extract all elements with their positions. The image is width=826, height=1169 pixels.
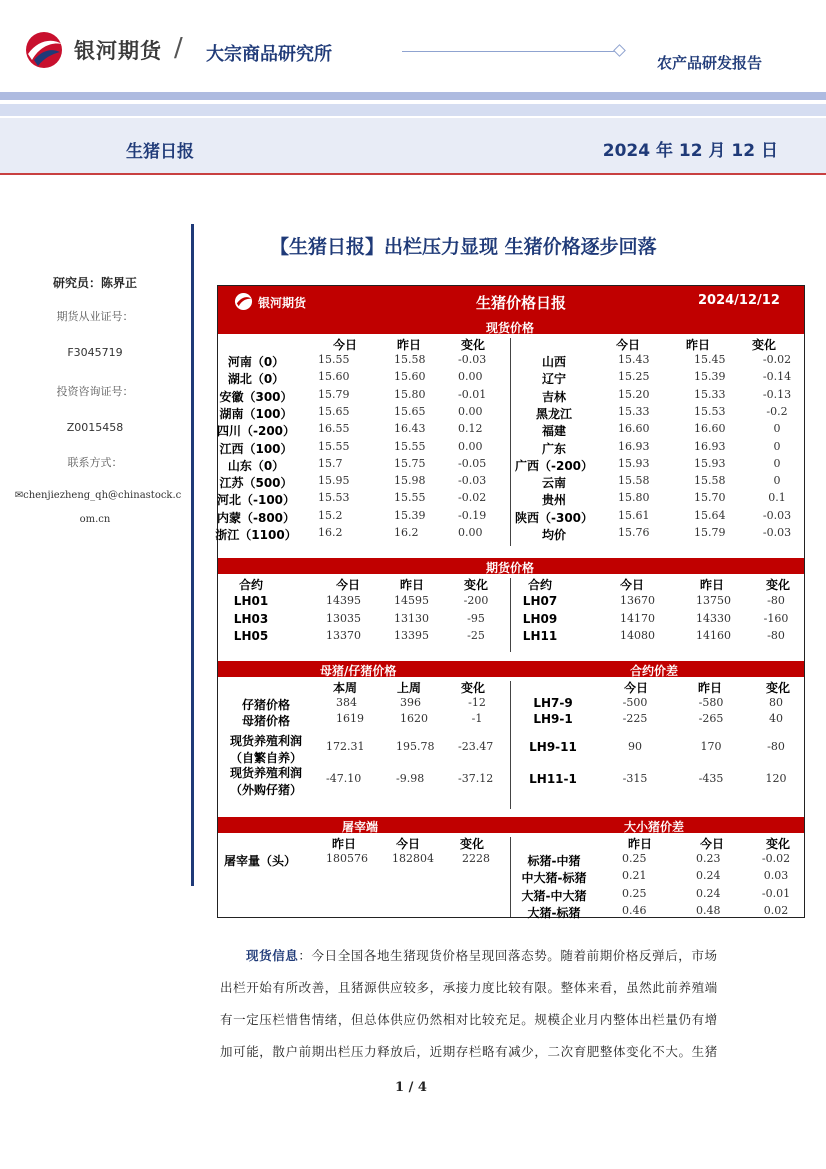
galaxy-logo-icon: [234, 292, 253, 311]
spot-change: -0.03: [458, 353, 487, 366]
institute-name: 大宗商品研究所: [206, 44, 332, 65]
spot-today: 15.53: [318, 491, 350, 505]
spot-region-label: 山东（0）: [227, 458, 285, 473]
spot-region-label: 湖北（0）: [227, 372, 285, 387]
spot-change: -0.13: [762, 387, 792, 401]
spot-header: 昨日: [396, 338, 421, 352]
email-link-cont[interactable]: om.cn: [79, 514, 111, 525]
spread-yesterday: 170: [700, 740, 722, 753]
sow-label: 母猪价格: [241, 714, 290, 728]
sow-change: -23.47: [458, 740, 494, 753]
spot-region-label: 广东: [541, 441, 566, 456]
brand-name: 银河期货: [74, 39, 162, 63]
spread-change: 80: [769, 696, 783, 709]
spot-section-bar: [218, 318, 804, 334]
spot-region-label: 吉林: [541, 389, 566, 404]
analyst-name: 研究员：陈界正: [52, 276, 137, 290]
spot-region-label: 辽宁: [541, 372, 566, 387]
spread-contract: LH7-9: [533, 696, 573, 710]
paragraph-line: 出栏开始有所改善，且猪源供应较多，承接力度比较有限。整体来看，虽然此前养殖端: [220, 980, 718, 995]
sow-label-sub: （自繁自养）: [229, 751, 302, 765]
futures-header: 昨日: [399, 578, 424, 592]
spot-today: 15.58: [618, 474, 650, 488]
mail-icon: ✉: [14, 490, 24, 501]
spot-yesterday: 15.75: [394, 456, 426, 470]
slaughter-header: 变化: [459, 837, 484, 851]
size-spread-yesterday: 0.21: [622, 869, 647, 883]
spot-yesterday: 16.2: [394, 526, 419, 539]
sow-section-title: 母猪/仔猪价格: [320, 664, 397, 678]
spot-change: 0: [773, 456, 781, 470]
spot-today: 15.55: [318, 439, 350, 453]
spread-yesterday: -265: [698, 712, 724, 725]
spot-yesterday: 15.65: [394, 404, 426, 418]
futures-license: F3045719: [67, 346, 123, 359]
spot-today: 15.65: [318, 404, 350, 418]
spot-change: 0.00: [458, 439, 483, 453]
spread-header: 变化: [765, 681, 790, 695]
spread-yesterday: -580: [698, 696, 724, 709]
sow-this-week: 1619: [336, 712, 364, 725]
spot-change: -0.01: [458, 387, 487, 401]
spot-region-label: 浙江（1100）: [215, 528, 297, 542]
futures-contract: LH09: [522, 611, 558, 626]
spot-today: 15.25: [618, 370, 650, 384]
futures-contract: LH03: [233, 611, 269, 626]
spot-today: 15.2: [318, 508, 343, 522]
table-brand: 银河期货: [258, 296, 307, 310]
spot-change: 0.00: [458, 370, 483, 384]
spot-yesterday: 15.60: [394, 370, 426, 384]
spot-change: -0.03: [458, 474, 487, 488]
spot-today: 16.60: [618, 422, 650, 436]
size-spread-header: 变化: [765, 837, 790, 851]
slaughter-change: 2228: [462, 852, 490, 865]
sow-header: 上周: [396, 681, 421, 695]
spot-change: -0.05: [458, 456, 487, 470]
sow-change: -12: [468, 696, 486, 709]
spot-header: 变化: [460, 338, 485, 352]
futures-today: 14080: [620, 629, 655, 642]
spot-change: -0.02: [458, 491, 487, 505]
sow-spread-section-bar: [218, 661, 804, 677]
page-title: 【生猪日报】出栏压力显现 生猪价格逐步回落: [270, 236, 657, 258]
futures-header: 今日: [335, 578, 360, 592]
paragraph-line: 加可能，散户前期出栏压力释放后，近期存栏略有减少，二次育肥整体变化不大。生猪: [220, 1044, 718, 1059]
futures-today: 13035: [326, 611, 361, 625]
spot-yesterday: 15.58: [394, 353, 426, 366]
consult-license-label: 投资咨询证号：: [56, 385, 134, 398]
futures-change: -80: [767, 629, 785, 642]
slaughter-label: 屠宰量（头）: [224, 854, 297, 868]
spot-region-label: 福建: [541, 424, 566, 439]
spot-today: 15.93: [618, 456, 650, 470]
futures-header: 变化: [463, 578, 488, 592]
header-divider: [402, 51, 618, 52]
spot-region-label: 湖南（100）: [219, 406, 293, 421]
size-spread-label: 大猪-标猪: [527, 905, 581, 920]
size-spread-yesterday: 0.25: [622, 852, 647, 865]
spot-today: 15.60: [318, 370, 350, 384]
spot-region-label: 云南: [541, 476, 566, 491]
spot-today: 15.33: [618, 404, 650, 418]
report-header: [0, 0, 826, 90]
sow-label: 现货养殖利润: [229, 734, 302, 748]
spread-today: 90: [628, 740, 642, 753]
futures-yesterday: 14595: [394, 594, 429, 607]
futures-yesterday: 13750: [696, 594, 731, 607]
sow-change: -1: [471, 712, 483, 725]
slaughter-header: 今日: [395, 837, 420, 851]
spot-today: 15.55: [318, 353, 350, 366]
email-link[interactable]: ✉chenjiezheng_qh@chinastock.c: [14, 490, 182, 501]
spot-region-label: 广西（-200）: [515, 458, 594, 473]
paragraph-line: ：今日全国各地生猪现货价格呈现回落态势。随着前期价格反弹后，市场: [298, 948, 718, 963]
spread-today: -315: [622, 772, 648, 785]
spot-yesterday: 15.45: [694, 353, 726, 366]
spread-change: 120: [765, 772, 787, 785]
spot-header: 今日: [332, 338, 357, 352]
table-title: 生猪价格日报: [476, 294, 567, 312]
spot-region-label: 江苏（500）: [219, 476, 293, 491]
slaughter-section-title: 屠宰端: [342, 820, 379, 834]
spread-yesterday: -435: [698, 772, 724, 785]
spot-region-label: 内蒙（-800）: [216, 510, 296, 525]
spot-yesterday: 15.39: [394, 508, 426, 522]
sow-change: -37.12: [458, 772, 494, 785]
sow-last-week: 1620: [400, 712, 428, 725]
size-spread-change: -0.02: [761, 852, 791, 865]
spot-region-label: 贵州: [541, 493, 566, 508]
table-date: 2024/12/12: [698, 293, 780, 308]
size-spread-yesterday: 0.25: [622, 886, 647, 900]
spot-today: 15.61: [618, 508, 650, 522]
contact-label: 联系方式：: [67, 456, 123, 469]
spot-change: -0.02: [762, 353, 792, 366]
spot-yesterday: 15.80: [394, 387, 426, 401]
size-spread-change: 0.02: [763, 903, 789, 917]
size-spread-label: 标猪-中猪: [527, 854, 581, 868]
sow-label: 仔猪价格: [241, 698, 290, 712]
spot-change: 0.12: [458, 422, 483, 436]
spread-change: -80: [767, 740, 785, 753]
futures-header: 昨日: [699, 578, 724, 592]
futures-section-title: 期货价格: [486, 561, 535, 575]
spot-section-title: 现货价格: [486, 321, 535, 335]
page-number: 1 / 4: [395, 1080, 427, 1095]
futures-contract: LH07: [522, 594, 558, 608]
spread-header: 今日: [623, 681, 648, 695]
futures-change: -200: [463, 594, 489, 607]
spot-header: 变化: [751, 338, 776, 352]
spot-header: 今日: [615, 338, 640, 352]
futures-yesterday: 14160: [696, 629, 731, 642]
futures-contract: LH01: [233, 594, 269, 608]
size-spread-header: 昨日: [627, 837, 652, 851]
spot-yesterday: 15.33: [694, 387, 726, 401]
paragraph-line: 有一定压栏惜售情绪，但总体供应仍然相对比较充足。规模企业月内整体出栏量仍有增: [220, 1012, 718, 1027]
spread-today: -500: [622, 696, 648, 709]
sow-label: 现货养殖利润: [229, 766, 302, 780]
futures-today: 14395: [326, 594, 361, 607]
spot-yesterday: 16.93: [694, 439, 726, 453]
spot-today: 15.20: [618, 387, 650, 401]
size-spread-change: 0.03: [763, 869, 789, 883]
spot-today: 15.95: [318, 474, 350, 488]
futures-license-label: 期货从业证号：: [56, 310, 134, 323]
spot-yesterday: 15.64: [694, 508, 726, 522]
slaughter-yesterday: 180576: [326, 852, 368, 865]
spot-today: 15.76: [618, 526, 650, 539]
spot-yesterday: 15.93: [694, 456, 726, 470]
futures-contract: LH11: [522, 629, 558, 643]
spread-contract: LH9-11: [529, 740, 577, 754]
size-spread-today: 0.24: [696, 886, 721, 900]
futures-section-bar: [218, 558, 804, 574]
spot-change: -0.2: [766, 404, 788, 418]
slaughter-today: 182804: [392, 852, 434, 865]
pig-price-table: [217, 285, 805, 918]
spread-contract: LH9-1: [533, 712, 573, 726]
slaughter-header: 昨日: [331, 837, 356, 851]
sow-last-week: -9.98: [396, 772, 425, 785]
spot-yesterday: 15.79: [694, 526, 726, 539]
futures-change: -25: [467, 629, 485, 642]
brand-separator: /: [174, 33, 183, 63]
futures-header: 变化: [765, 578, 790, 592]
column-divider: [510, 578, 511, 652]
spot-region-label: 陕西（-300）: [515, 510, 594, 525]
spot-today: 15.7: [318, 456, 343, 470]
size-spread-header: 今日: [699, 837, 724, 851]
size-spread-change: -0.01: [761, 886, 791, 900]
sow-this-week: -47.10: [326, 772, 362, 785]
size-spread-label: 大猪-中大猪: [521, 888, 587, 903]
spread-section-title: 合约价差: [630, 664, 679, 678]
spot-region-label: 河南（0）: [227, 355, 285, 369]
futures-header: 合约: [238, 578, 263, 592]
futures-today: 13370: [326, 629, 361, 642]
spot-yesterday: 15.98: [394, 474, 426, 488]
spot-info-paragraph: [220, 940, 790, 1068]
slaughter-section-bar: [218, 817, 804, 833]
spot-change: 0.1: [768, 491, 786, 505]
sow-this-week: 384: [336, 696, 357, 709]
spot-change: 0: [773, 422, 781, 436]
spot-yesterday: 15.55: [394, 491, 426, 505]
futures-change: -80: [767, 594, 785, 607]
size-spread-yesterday: 0.46: [622, 903, 647, 917]
futures-header: 合约: [527, 578, 552, 592]
spot-change: -0.14: [762, 370, 792, 384]
spot-region-label: 四川（-200）: [216, 424, 296, 439]
spot-yesterday: 15.55: [394, 439, 426, 453]
daily-title: 生猪日报: [126, 142, 194, 162]
futures-today: 13670: [620, 594, 655, 607]
sow-header: 变化: [460, 681, 485, 695]
sow-last-week: 396: [400, 696, 421, 709]
report-type: 农产品研发报告: [656, 54, 762, 72]
spot-yesterday: 15.39: [694, 370, 726, 384]
size-spread-label: 中大猪-标猪: [521, 871, 587, 886]
spot-header: 昨日: [685, 338, 710, 352]
futures-today: 14170: [620, 611, 655, 625]
futures-yesterday: 13395: [394, 629, 429, 642]
spot-info-label: 现货信息: [246, 948, 299, 963]
column-divider: [510, 837, 511, 917]
size-spread-today: 0.24: [696, 869, 721, 883]
futures-change: -95: [467, 611, 485, 625]
spread-change: 40: [769, 712, 783, 725]
subheader-rule: [0, 173, 826, 175]
futures-yesterday: 13130: [394, 611, 429, 625]
header-band: [0, 92, 826, 100]
sow-header: 本周: [332, 681, 357, 695]
futures-change: -160: [763, 611, 789, 625]
spot-region-label: 江西（100）: [219, 441, 293, 456]
spot-yesterday: 15.53: [694, 404, 726, 418]
spot-change: -0.19: [458, 508, 487, 522]
spot-region-label: 山西: [541, 355, 566, 369]
futures-contract: LH05: [233, 629, 269, 643]
futures-yesterday: 14330: [696, 611, 731, 625]
spot-change: 0.00: [458, 526, 483, 539]
spot-change: 0: [773, 439, 781, 453]
spot-today: 16.55: [318, 422, 350, 436]
spot-today: 16.93: [618, 439, 650, 453]
column-divider: [510, 338, 511, 546]
sidebar-rule: [191, 224, 194, 886]
spread-header: 昨日: [697, 681, 722, 695]
size-spread-today: 0.48: [696, 903, 721, 917]
size-spread-section-title: 大小猪价差: [624, 820, 685, 834]
spot-today: 16.2: [318, 526, 343, 539]
sow-last-week: 195.78: [396, 740, 435, 753]
spot-today: 15.80: [618, 491, 650, 505]
spread-today: -225: [622, 712, 648, 725]
spot-change: 0: [773, 474, 781, 488]
spot-region-label: 黑龙江: [535, 406, 572, 421]
spot-today: 15.79: [318, 387, 350, 401]
spot-change: -0.03: [762, 526, 792, 539]
column-divider: [510, 681, 511, 809]
spread-contract: LH11-1: [529, 772, 577, 786]
spot-change: -0.03: [762, 508, 792, 522]
spot-region-label: 安徽（300）: [219, 389, 293, 404]
spot-change: 0.00: [458, 404, 483, 418]
spot-region-label: 河北（-100）: [216, 493, 296, 508]
table-title-bar: [218, 286, 804, 318]
sow-label-sub: （外购仔猪）: [229, 783, 302, 797]
spot-yesterday: 16.60: [694, 422, 726, 436]
sow-this-week: 172.31: [326, 740, 365, 753]
spot-today: 15.43: [618, 353, 650, 366]
header-band-light: [0, 104, 826, 116]
spot-yesterday: 15.70: [694, 491, 726, 505]
diamond-icon: [613, 44, 626, 57]
size-spread-today: 0.23: [696, 852, 721, 865]
futures-header: 今日: [619, 578, 644, 592]
spot-yesterday: 16.43: [394, 422, 426, 436]
report-date: 2024 年 12 月 12 日: [602, 141, 778, 161]
spot-region-label: 均价: [541, 528, 566, 542]
galaxy-logo-icon: [22, 30, 66, 70]
spot-yesterday: 15.58: [694, 474, 726, 488]
consult-license: Z0015458: [66, 421, 124, 434]
